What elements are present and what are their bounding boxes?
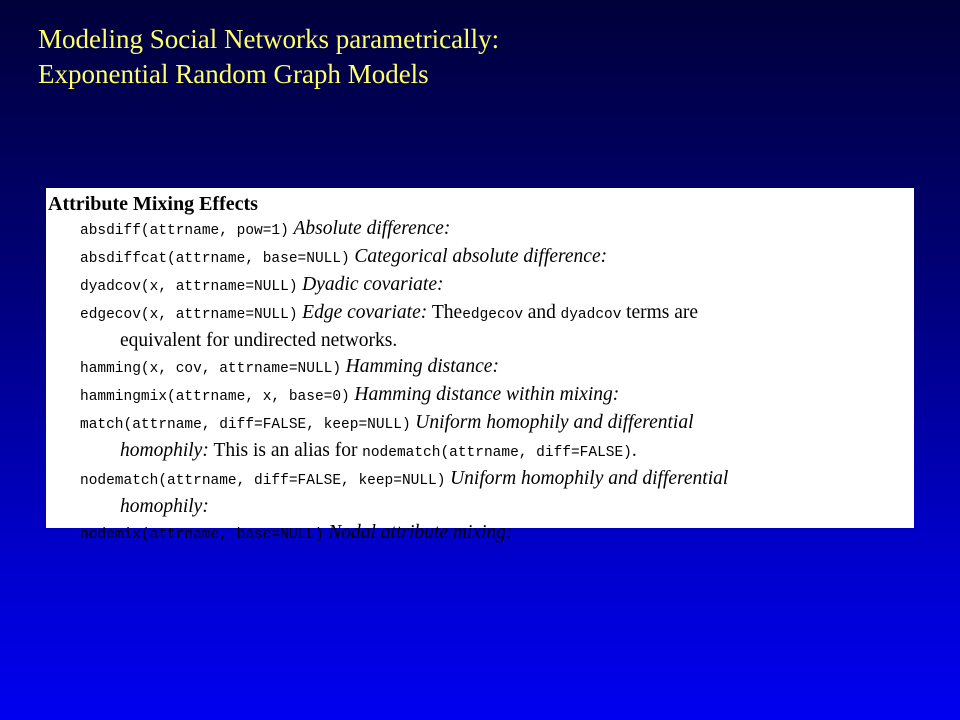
- term-description: Hamming distance within mixing:: [354, 384, 620, 405]
- term-hammingmix: [80, 382, 914, 410]
- term-code: hamming(x, cov, attrname=NULL): [80, 361, 342, 377]
- term-description-cont: homophily:: [120, 496, 209, 517]
- term-code: absdiff(attrname, pow=1): [80, 223, 289, 239]
- term-continuation: [80, 494, 914, 520]
- term-nodematch: [80, 466, 914, 520]
- term-description: Categorical absolute difference:: [354, 246, 608, 267]
- term-note-code: edgecov: [462, 307, 524, 323]
- term-note-continuation: equivalent for undirected networks.: [120, 330, 398, 351]
- term-description: Uniform homophily and differential: [415, 412, 694, 433]
- term-description: Uniform homophily and differential: [450, 468, 729, 489]
- title-line-1: Modeling Social Networks parametrically:: [38, 24, 500, 54]
- term-absdiffcat: [80, 244, 914, 272]
- term-code: nodemix(attrname, base=NULL): [80, 527, 324, 543]
- panel-heading: Attribute Mixing Effects: [48, 193, 258, 215]
- term-description: Nodal attribute mixing:: [328, 522, 513, 543]
- term-hamming: [80, 354, 914, 382]
- term-match: [80, 410, 914, 466]
- term-edgecov: [80, 300, 914, 354]
- term-note-code: dyadcov: [560, 307, 622, 323]
- term-note-text: This is an alias for: [213, 440, 358, 461]
- term-code: match(attrname, diff=FALSE, keep=NULL): [80, 417, 411, 433]
- attribute-mixing-panel: [46, 188, 914, 543]
- term-note-end: .: [631, 440, 637, 461]
- term-note-text: terms are: [626, 302, 699, 323]
- slide-title: [38, 22, 499, 92]
- term-code: nodematch(attrname, diff=FALSE, keep=NULL): [80, 473, 446, 489]
- term-dyadcov: [80, 272, 914, 300]
- term-note-text: and: [527, 302, 556, 323]
- term-description: Hamming distance:: [345, 356, 499, 377]
- term-description-cont: homophily:: [120, 440, 209, 461]
- term-absdiff: [80, 216, 914, 244]
- term-code: dyadcov(x, attrname=NULL): [80, 279, 298, 295]
- term-description: Absolute difference:: [293, 218, 451, 239]
- term-note-text: The: [431, 302, 463, 323]
- term-code: hammingmix(attrname, x, base=0): [80, 389, 350, 405]
- term-code: absdiffcat(attrname, base=NULL): [80, 251, 350, 267]
- term-code: edgecov(x, attrname=NULL): [80, 307, 298, 323]
- term-description: Edge covariate:: [302, 302, 428, 323]
- title-line-2: Exponential Random Graph Models: [38, 59, 429, 89]
- term-note-code: nodematch(attrname, diff=FALSE): [362, 445, 632, 461]
- term-nodemix: [80, 520, 914, 548]
- term-description: Dyadic covariate:: [302, 274, 444, 295]
- term-continuation: [80, 438, 914, 466]
